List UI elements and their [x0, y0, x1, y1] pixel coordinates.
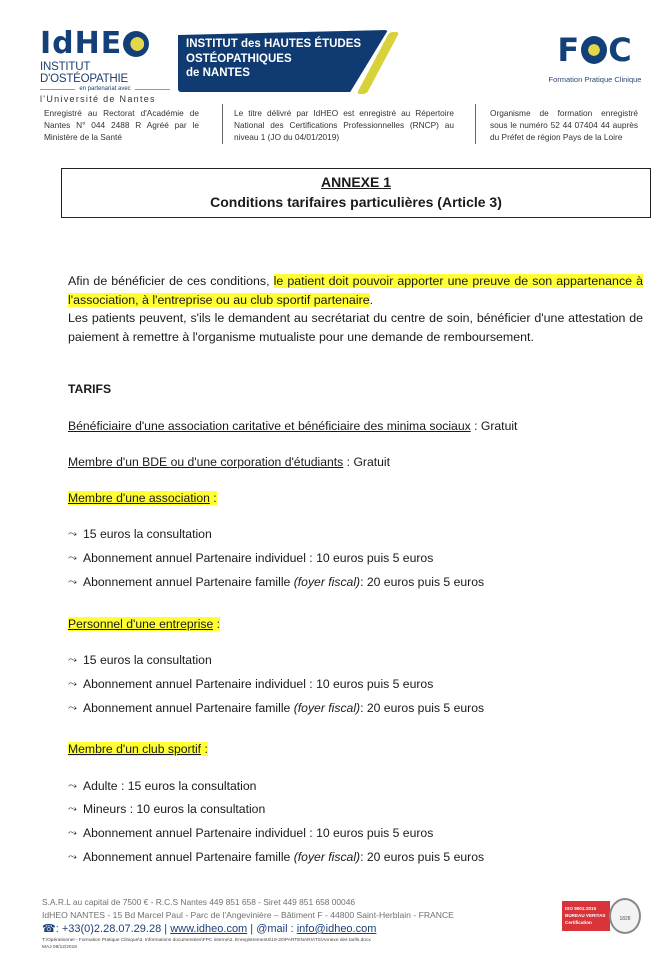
item-italic: (foyer fiscal) — [293, 575, 361, 589]
banner-line-3: de NANTES — [186, 67, 250, 79]
tarifs-heading: TARIFS — [68, 382, 112, 396]
item-text: 15 euros la consultation — [83, 653, 212, 667]
item-price: : 20 euros puis 5 euros — [360, 701, 485, 715]
list-item — [68, 575, 484, 589]
annex-subtitle: Conditions tarifaires particulières (Article 3) — [210, 194, 502, 210]
section-colon: : — [201, 742, 208, 756]
idheo-institute-name: INSTITUT D'OSTÉOPATHIE — [40, 61, 128, 85]
fpc-wordmark — [540, 32, 650, 68]
section-colon: : — [209, 491, 217, 505]
hand-globe-icon — [123, 31, 149, 57]
separator: | — [161, 923, 171, 935]
seal-year: 1828 — [619, 916, 631, 922]
footer-address: IdHEO NANTES - 15 Bd Marcel Paul - Parc de l'Angevinière – Bâtiment F - 44800 Saint-Herblain - FRANCE — [42, 910, 454, 920]
free-line-label: Bénéficiaire d'une association caritative et bénéficiaire des minima sociaux — [68, 419, 471, 433]
list-item — [68, 527, 212, 541]
divider — [475, 104, 476, 144]
fpc-letter-f: F — [557, 31, 581, 69]
idheo-logo — [40, 28, 170, 104]
free-line-value: : Gratuit — [343, 455, 391, 469]
divider — [222, 104, 223, 144]
certification-badge — [562, 901, 610, 931]
certification-label: Certification — [565, 920, 592, 925]
item-italic: (foyer fiscal) — [293, 850, 361, 864]
arrow-bullet-icon: ⤳ — [68, 803, 77, 814]
arrow-bullet-icon: ⤳ — [68, 678, 77, 689]
item-text: 15 euros la consultation — [83, 527, 212, 541]
arrow-bullet-icon: ⤳ — [68, 654, 77, 665]
bureau-veritas-certification — [562, 898, 642, 934]
item-price: : 20 euros puis 5 euros — [360, 850, 485, 864]
idheo-wordmark-text: IdHE — [40, 26, 123, 61]
section-title-company — [68, 617, 220, 631]
free-line-label: Membre d'un BDE ou d'une corporation d'étudiants — [68, 455, 344, 469]
arrow-bullet-icon: ⤳ — [68, 780, 77, 791]
website-link[interactable]: www.idheo.com — [170, 923, 248, 935]
item-text: Mineurs : 10 euros la consultation — [83, 802, 266, 816]
free-line-value: : Gratuit — [470, 419, 518, 433]
list-item — [68, 802, 265, 816]
section-label: Membre d'une association — [68, 491, 210, 505]
separator: | — [247, 923, 257, 935]
certification-body: BUREAU VERITAS — [565, 913, 606, 918]
phone-icon: ☎ — [42, 923, 56, 935]
section-label: Membre d'un club sportif — [68, 742, 202, 756]
email-link[interactable]: info@idheo.com — [296, 923, 377, 935]
banner-line-2: OSTÉOPATHIQUES — [186, 52, 292, 65]
arrow-bullet-icon: ⤳ — [68, 702, 77, 713]
mail-label: @mail : — [256, 923, 297, 935]
item-price: : 20 euros puis 5 euros — [360, 575, 485, 589]
banner-text — [186, 37, 361, 81]
registration-training-org: Organisme de formation enregistré sous le numéro 52 44 07404 44 auprès du Préfet de région Pays de la Loire — [490, 108, 638, 142]
list-item — [68, 677, 433, 691]
item-text: Abonnement annuel Partenaire famille — [83, 575, 291, 589]
arrow-bullet-icon: ⤳ — [68, 552, 77, 563]
item-text: Adulte : 15 euros la consultation — [83, 779, 257, 793]
footer-phone: : +33(0)2.28.07.29.28 — [55, 923, 162, 935]
intro-paragraph-1 — [68, 272, 643, 309]
arrow-bullet-icon: ⤳ — [68, 851, 77, 862]
item-text: Abonnement annuel Partenaire famille — [83, 701, 291, 715]
free-line-charity — [68, 419, 517, 433]
section-label: Personnel d'une entreprise — [68, 617, 214, 631]
institute-banner — [178, 30, 403, 92]
footer-file-path: T:\Opérationnel - Formation Pratique Clinique\3. Informations documentées\FPC interne\2. Enregistrements\19-20\PARTENARIATS\Annexe des tarifs.docx — [42, 938, 371, 943]
list-item — [68, 779, 256, 793]
list-item — [68, 701, 484, 715]
fpc-logo — [540, 32, 650, 84]
intro-paragraph-2: Les patients peuvent, s'ils le demandent au secrétariat du centre de soin, bénéficier d'une attestation de paiement à remettre à l'organisme mutualiste pour une demande de remboursement. — [68, 311, 643, 344]
intro-period: . — [369, 292, 374, 307]
intro-text: Afin de bénéficier de ces conditions, — [68, 274, 274, 288]
registration-rncp: Le titre délivré par IdHEO est enregistré au Répertoire National des Certifications Professionnelles (RNCP) au niveau 1 (JO du 04/01/2019) — [234, 108, 454, 142]
bureau-veritas-seal-icon — [609, 898, 641, 934]
footer-company-info: S.A.R.L au capital de 7500 € - R.C.S Nantes 449 851 658 - Siret 449 851 658 00046 — [42, 897, 356, 907]
arrow-bullet-icon: ⤳ — [68, 827, 77, 838]
item-italic: (foyer fiscal) — [293, 701, 361, 715]
idheo-university: l'Université de Nantes — [40, 94, 156, 104]
arrow-bullet-icon: ⤳ — [68, 576, 77, 587]
banner-line-1: INSTITUT des HAUTES ÉTUDES — [186, 38, 362, 50]
fpc-subtitle: Formation Pratique Clinique — [548, 75, 642, 84]
footer-updated-date: MAJ 08/12/2018 — [42, 945, 77, 950]
item-text: Abonnement annuel Partenaire individuel : 10 euros puis 5 euros — [83, 551, 434, 565]
annex-title-box — [61, 168, 651, 218]
section-title-association — [68, 491, 217, 505]
annex-number: ANNEXE 1 — [320, 174, 392, 190]
free-line-students — [68, 455, 390, 469]
item-text: Abonnement annuel Partenaire individuel : 10 euros puis 5 euros — [83, 826, 434, 840]
footer-contact — [42, 922, 376, 935]
registration-rectorat: Enregistré au Rectorat d'Académie de Nantes N° 044 2488 R Agréé par le Ministère de la Santé — [44, 108, 199, 142]
list-item — [68, 850, 484, 864]
item-text: Abonnement annuel Partenaire individuel : 10 euros puis 5 euros — [83, 677, 434, 691]
section-colon: : — [213, 617, 221, 631]
highlighted-requirement: le patient doit pouvoir apporter une preuve de son appartenance à l'association, à l'entreprise ou au club sportif partenaire — [68, 274, 643, 307]
idheo-partnership: en partenariat avec — [40, 86, 170, 92]
arrow-bullet-icon: ⤳ — [68, 528, 77, 539]
hand-globe-icon — [581, 36, 607, 64]
fpc-letter-c: C — [608, 31, 633, 69]
section-title-sports-club — [68, 742, 208, 756]
certification-iso: ISO 9001:2015 — [565, 906, 597, 911]
list-item — [68, 653, 212, 667]
idheo-wordmark — [40, 28, 170, 60]
list-item — [68, 826, 433, 840]
list-item — [68, 551, 433, 565]
item-text: Abonnement annuel Partenaire famille — [83, 850, 291, 864]
